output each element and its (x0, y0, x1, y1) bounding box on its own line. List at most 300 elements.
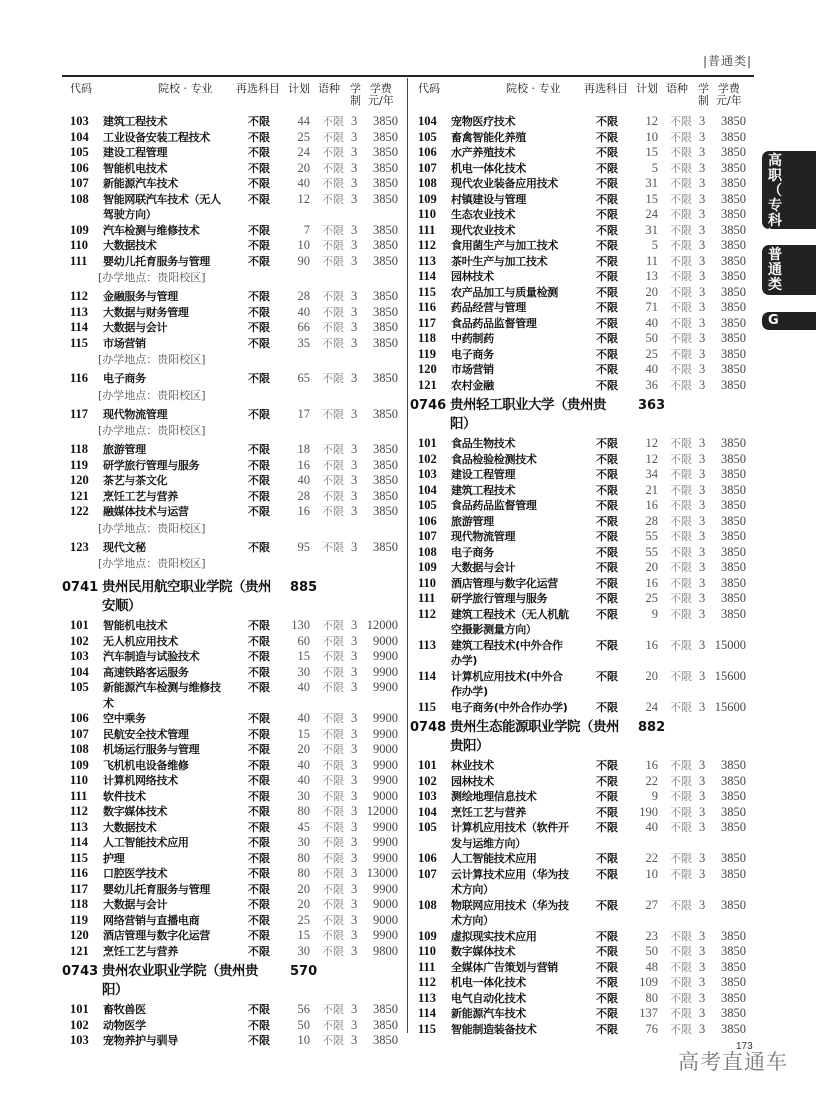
years: 3 (699, 851, 706, 865)
major-row (62, 407, 402, 441)
plan-count: 17 (297, 406, 310, 421)
major-row (62, 145, 402, 161)
language: 不限 (670, 774, 692, 788)
major-row (410, 669, 750, 700)
tuition-fee: 3850 (373, 253, 398, 268)
language: 不限 (322, 1034, 344, 1047)
years: 3 (351, 804, 358, 818)
major-code: 108 (418, 176, 437, 190)
major-code: 115 (70, 850, 89, 865)
plan-count: 15 (297, 928, 310, 942)
elective-subject: 不限 (596, 545, 618, 559)
side-tab-g[interactable]: G (762, 312, 816, 330)
language: 不限 (670, 960, 692, 974)
major-code: 114 (70, 320, 89, 334)
major-row (62, 913, 402, 929)
years: 3 (699, 160, 706, 175)
tuition-fee: 3850 (721, 1006, 746, 1020)
years: 3 (699, 820, 706, 834)
language: 不限 (322, 805, 344, 818)
tuition-fee: 3850 (721, 451, 746, 466)
elective-subject: 不限 (248, 290, 270, 303)
major-code: 105 (70, 680, 89, 694)
plan-count: 10 (297, 238, 310, 252)
major-code: 102 (418, 451, 437, 466)
language: 不限 (322, 192, 344, 206)
years: 3 (351, 1002, 358, 1016)
school-name: 贵州生态能源职业学院（贵州 贵阳） (450, 719, 619, 754)
language: 不限 (322, 458, 344, 472)
plan-count: 30 (297, 943, 310, 958)
plan-count: 95 (297, 539, 310, 554)
plan-count: 40 (297, 176, 310, 190)
major-code: 108 (418, 897, 437, 912)
school-name: 贵州轻工职业大学（贵州贵 阳） (450, 397, 606, 432)
major-name: 大数据技术 (103, 820, 157, 834)
major-name: 机电一体化技术 (451, 161, 526, 175)
elective-subject: 不限 (596, 363, 618, 376)
years: 3 (699, 114, 706, 128)
tuition-fee: 3850 (373, 1033, 398, 1047)
tuition-fee: 3850 (721, 346, 746, 361)
major-code: 103 (70, 649, 89, 663)
years: 3 (699, 238, 706, 252)
major-code: 105 (70, 145, 89, 159)
major-row (410, 285, 750, 301)
major-code: 121 (70, 488, 89, 503)
elective-subject: 不限 (596, 700, 618, 714)
plan-count: 12 (645, 114, 658, 128)
elective-subject: 不限 (248, 1018, 270, 1032)
years: 3 (351, 680, 358, 694)
campus-note: [办学地点：贵阳校区] (98, 353, 206, 366)
major-code: 120 (70, 928, 89, 942)
tuition-fee: 9900 (373, 711, 398, 725)
major-code: 111 (418, 959, 436, 974)
major-name: 无人机应用技术 (103, 634, 178, 648)
tuition-fee: 3850 (721, 897, 746, 912)
major-name: 大数据与财务管理 (103, 305, 189, 319)
major-row (410, 1006, 750, 1022)
major-row (62, 458, 402, 474)
major-row (62, 804, 402, 820)
major-name: 食品药品监督管理 (451, 316, 537, 330)
major-row (410, 820, 750, 851)
major-code: 109 (70, 222, 89, 237)
years: 3 (351, 835, 358, 849)
plan-count: 12 (645, 436, 658, 450)
major-name: 酒店管理与数字化运营 (103, 929, 210, 942)
major-code: 104 (70, 664, 89, 679)
major-code: 117 (70, 881, 89, 896)
language: 不限 (322, 913, 344, 927)
major-code: 106 (418, 145, 437, 159)
elective-subject: 不限 (248, 223, 270, 237)
language: 不限 (670, 929, 692, 943)
plan-count: 15 (297, 649, 310, 663)
campus-note: [办学地点：贵阳校区] (98, 424, 206, 437)
language: 不限 (670, 805, 692, 819)
major-row (62, 130, 402, 146)
years: 3 (351, 145, 358, 159)
major-code: 108 (70, 191, 89, 206)
language: 不限 (670, 254, 692, 268)
major-row (410, 130, 750, 146)
major-code: 102 (70, 1017, 89, 1032)
major-name: 口腔医学技术 (103, 867, 168, 880)
elective-subject: 不限 (248, 851, 270, 865)
elective-subject: 不限 (596, 115, 618, 128)
plan-count: 24 (645, 207, 658, 221)
school-plan: 885 (290, 580, 318, 595)
elective-subject: 不限 (596, 669, 618, 683)
major-row (62, 1002, 402, 1018)
years: 3 (699, 253, 706, 268)
tuition-fee: 3850 (721, 160, 746, 175)
major-code: 110 (70, 773, 89, 787)
language: 不限 (670, 270, 692, 283)
major-code: 104 (418, 804, 437, 819)
plan-count: 109 (639, 975, 658, 989)
elective-subject: 不限 (596, 898, 618, 912)
plan-count: 40 (645, 362, 658, 376)
elective-subject: 不限 (596, 991, 618, 1005)
major-code: 120 (70, 473, 89, 487)
major-code: 116 (70, 371, 89, 385)
elective-subject: 不限 (248, 321, 270, 334)
elective-subject: 不限 (248, 336, 270, 350)
language: 不限 (670, 867, 692, 881)
major-row (62, 618, 402, 634)
tuition-fee: 9900 (373, 928, 398, 942)
years: 3 (699, 606, 706, 621)
major-row (62, 773, 402, 789)
major-row (410, 254, 750, 270)
language: 不限 (322, 1018, 344, 1032)
major-code: 106 (70, 711, 89, 725)
major-row (410, 238, 750, 254)
language: 不限 (670, 378, 692, 392)
major-code: 114 (418, 1006, 437, 1020)
major-row (62, 540, 402, 574)
major-code: 122 (70, 504, 89, 518)
tuition-fee: 3850 (721, 238, 746, 252)
major-name: 空中乘务 (103, 712, 146, 725)
major-name: 现代物流管理 (451, 530, 516, 543)
major-row (62, 680, 402, 711)
page-number: 173 (736, 1041, 753, 1052)
years: 3 (699, 300, 706, 314)
language: 不限 (322, 944, 344, 958)
tuition-fee: 3850 (721, 560, 746, 574)
tuition-fee: 3850 (721, 269, 746, 283)
major-row (62, 371, 402, 405)
language: 不限 (670, 483, 692, 497)
elective-subject: 不限 (248, 540, 270, 554)
plan-count: 25 (297, 129, 310, 144)
major-row (410, 576, 750, 592)
elective-subject: 不限 (596, 223, 618, 237)
years: 3 (699, 176, 706, 190)
major-row (410, 774, 750, 790)
major-name: 中药制药 (451, 332, 494, 345)
major-name: 物联网应用技术（华为技 术方向） (451, 898, 569, 927)
years: 3 (351, 664, 358, 679)
elective-subject: 不限 (596, 270, 618, 283)
major-code: 110 (418, 207, 437, 221)
major-code: 112 (418, 975, 437, 989)
tuition-fee: 15000 (714, 637, 746, 652)
tuition-fee: 3850 (373, 371, 398, 385)
language: 不限 (322, 130, 344, 144)
major-row (62, 254, 402, 288)
language: 不限 (322, 1003, 344, 1016)
elective-subject: 不限 (596, 146, 618, 159)
plan-count: 25 (645, 591, 658, 605)
major-row (410, 176, 750, 192)
tuition-fee: 3850 (721, 300, 746, 314)
years: 3 (351, 176, 358, 190)
major-row (410, 114, 750, 130)
campus-note: [办学地点：贵阳校区] (98, 557, 206, 570)
elective-subject: 不限 (248, 115, 270, 128)
elective-subject: 不限 (248, 474, 270, 487)
language: 不限 (322, 758, 344, 772)
elective-subject: 不限 (248, 305, 270, 319)
tuition-fee: 3850 (721, 145, 746, 159)
major-code: 112 (70, 289, 89, 303)
major-code: 112 (70, 804, 89, 818)
school-code: 0746 (410, 398, 447, 413)
plan-count: 48 (645, 959, 658, 974)
plan-count: 80 (297, 804, 310, 818)
years: 3 (351, 1017, 358, 1032)
years: 3 (699, 990, 706, 1005)
major-row (410, 898, 750, 929)
years: 3 (699, 482, 706, 497)
major-row (62, 442, 402, 458)
major-row (410, 851, 750, 867)
plan-count: 44 (297, 114, 310, 128)
major-name: 飞机机电设备维修 (103, 758, 189, 772)
header-plan: 计划 (288, 82, 310, 95)
header-years: 学 制 (698, 82, 709, 107)
tuition-fee: 3850 (721, 114, 746, 128)
language: 不限 (322, 712, 344, 725)
language: 不限 (670, 347, 692, 361)
language: 不限 (670, 759, 692, 772)
side-tab-higher-vocational[interactable]: 高 职 （ 专 科 ） (762, 151, 816, 229)
major-name: 市场营销 (103, 336, 146, 350)
tuition-fee: 9900 (373, 819, 398, 834)
language: 不限 (322, 321, 344, 334)
major-row (410, 529, 750, 545)
years: 3 (351, 742, 358, 756)
language: 不限 (322, 474, 344, 487)
major-code: 105 (418, 498, 437, 512)
major-code: 114 (70, 835, 89, 849)
tuition-fee: 3850 (373, 176, 398, 190)
plan-count: 9 (651, 606, 658, 621)
major-name: 大数据与会计 (103, 321, 168, 334)
left-column (62, 80, 402, 1049)
major-name: 电气自动化技术 (451, 991, 526, 1005)
plan-count: 80 (645, 990, 658, 1005)
plan-count: 40 (297, 304, 310, 319)
language: 不限 (322, 161, 344, 175)
years: 3 (699, 467, 706, 481)
major-row (62, 238, 402, 254)
years: 3 (351, 371, 358, 385)
elective-subject: 不限 (248, 820, 270, 834)
campus-note: [办学地点：贵阳校区] (98, 271, 206, 284)
major-name: 食品检验检测技术 (451, 452, 537, 466)
years: 3 (351, 222, 358, 237)
major-name: 融媒体技术与运营 (103, 505, 189, 518)
language: 不限 (670, 468, 692, 481)
elective-subject: 不限 (596, 483, 618, 497)
plan-count: 71 (645, 300, 658, 314)
major-code: 109 (418, 560, 437, 574)
years: 3 (699, 1021, 706, 1036)
plan-count: 12 (645, 451, 658, 466)
elective-subject: 不限 (596, 576, 618, 590)
major-row (410, 316, 750, 332)
tuition-fee: 3850 (721, 851, 746, 865)
side-tab-general[interactable]: 普 通 类 (762, 245, 816, 295)
major-code: 118 (70, 897, 89, 911)
major-name: 计算机应用技术（软件开 发与运维方向） (451, 821, 569, 850)
campus-note: [办学地点：贵阳校区] (98, 521, 206, 535)
tuition-fee: 3850 (721, 529, 746, 543)
elective-subject: 不限 (596, 530, 618, 543)
years: 3 (699, 1006, 706, 1020)
elective-subject: 不限 (596, 192, 618, 206)
major-code: 107 (418, 866, 437, 881)
major-row (410, 991, 750, 1007)
elective-subject: 不限 (596, 638, 618, 652)
tuition-fee: 3850 (721, 866, 746, 881)
tuition-fee: 3850 (373, 145, 398, 159)
major-name: 软件技术 (103, 789, 146, 803)
language: 不限 (670, 146, 692, 159)
major-row (410, 545, 750, 561)
plan-count: 60 (297, 633, 310, 648)
language: 不限 (670, 852, 692, 865)
plan-count: 40 (297, 680, 310, 694)
header-fee: 学费 元/年 (716, 82, 742, 107)
years: 3 (699, 944, 706, 958)
plan-count: 20 (645, 284, 658, 299)
tuition-fee: 3850 (373, 335, 398, 350)
major-row (62, 192, 402, 223)
major-name: 汽车检测与维修技术 (103, 223, 200, 237)
school-code: 0748 (410, 720, 447, 735)
major-row (410, 483, 750, 499)
plan-count: 24 (645, 699, 658, 714)
language: 不限 (322, 372, 344, 385)
tuition-fee: 3850 (721, 377, 746, 392)
elective-subject: 不限 (596, 378, 618, 392)
elective-subject: 不限 (596, 130, 618, 144)
elective-subject: 不限 (248, 146, 270, 159)
years: 3 (699, 897, 706, 912)
major-code: 101 (418, 758, 437, 772)
major-code: 107 (418, 160, 437, 175)
language: 不限 (322, 820, 344, 834)
school-name: 贵州民用航空职业学院（贵州 安顺） (102, 579, 271, 614)
header-subject: 再选科目 (584, 82, 628, 95)
language: 不限 (322, 851, 344, 865)
years: 3 (699, 284, 706, 299)
major-code: 106 (418, 513, 437, 528)
major-row (62, 634, 402, 650)
language: 不限 (670, 945, 692, 958)
major-name: 全媒体广告策划与营销 (451, 960, 558, 974)
school-code: 0743 (62, 964, 99, 979)
language: 不限 (322, 774, 344, 787)
language: 不限 (670, 514, 692, 528)
language: 不限 (322, 882, 344, 896)
years: 3 (699, 758, 706, 772)
major-code: 109 (418, 191, 437, 206)
major-name: 智能机电技术 (103, 619, 168, 632)
tuition-fee: 9900 (373, 726, 398, 741)
tuition-fee: 12000 (366, 618, 398, 632)
tuition-fee: 3850 (721, 804, 746, 819)
major-name: 村镇建设与管理 (451, 192, 526, 206)
major-code: 112 (418, 238, 437, 252)
years: 3 (351, 881, 358, 896)
language: 不限 (322, 898, 344, 911)
major-row (62, 711, 402, 727)
major-name: 酒店管理与数字化运营 (451, 576, 558, 590)
elective-subject: 不限 (248, 836, 270, 849)
major-code: 106 (70, 160, 89, 175)
language: 不限 (670, 208, 692, 221)
plan-count: 16 (645, 575, 658, 590)
language: 不限 (322, 681, 344, 694)
major-name: 机电一体化技术 (451, 976, 526, 989)
major-name: 婴幼儿托育服务与管理 (103, 882, 210, 896)
plan-count: 66 (297, 320, 310, 334)
language: 不限 (322, 650, 344, 663)
language: 不限 (670, 991, 692, 1005)
years: 3 (699, 207, 706, 221)
years: 3 (699, 975, 706, 989)
major-row (410, 269, 750, 285)
language: 不限 (670, 316, 692, 330)
years: 3 (699, 668, 706, 683)
elective-subject: 不限 (248, 712, 270, 725)
plan-count: 12 (297, 191, 310, 206)
major-name: 药品经营与管理 (451, 301, 526, 314)
major-code: 110 (70, 238, 89, 252)
major-name: 食品生物技术 (451, 437, 516, 450)
years: 3 (351, 406, 358, 421)
elective-subject: 不限 (596, 805, 618, 819)
major-name: 建筑工程技术(中外合作 办学) (451, 638, 563, 667)
tuition-fee: 3850 (721, 1021, 746, 1036)
major-name: 现代文秘 (103, 540, 146, 554)
major-row (62, 665, 402, 681)
plan-count: 30 (297, 664, 310, 679)
plan-count: 27 (645, 897, 658, 912)
major-row (62, 789, 402, 805)
major-row (62, 944, 402, 960)
elective-subject: 不限 (248, 774, 270, 787)
elective-subject: 不限 (248, 929, 270, 942)
